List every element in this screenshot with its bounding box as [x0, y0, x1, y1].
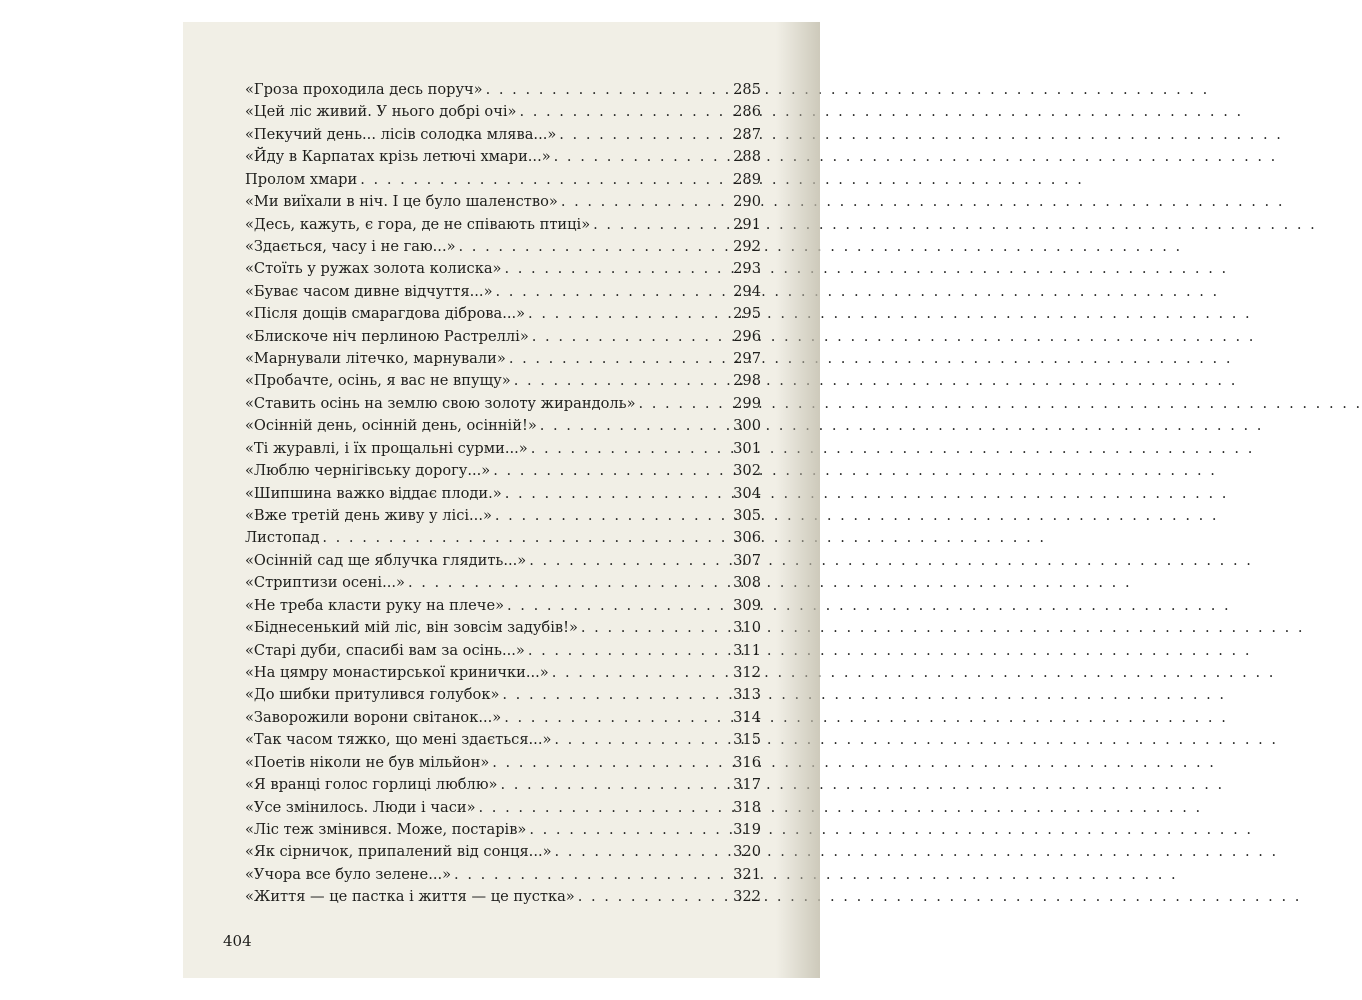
toc-entry-title: «Поетів ніколи не був мільйон»	[245, 753, 490, 771]
toc-entry-page: 317	[733, 776, 761, 794]
toc-entry-page: 288	[733, 148, 761, 166]
toc-entry-title: «Після дощів смарагдова діброва...»	[245, 305, 526, 323]
toc-entry-title: «Як сірничок, припалений від сонця...»	[245, 843, 552, 861]
toc-entry	[245, 440, 761, 462]
dot-leader	[509, 350, 730, 367]
toc-entry-page: 309	[733, 596, 761, 614]
toc-entry-title: «Буває часом дивне відчуття...»	[245, 282, 493, 300]
toc-entry-page: 312	[733, 663, 761, 681]
dot-leader	[532, 328, 730, 345]
dot-leader	[529, 821, 730, 838]
toc-entry	[245, 126, 761, 148]
toc-entry-title: «Ми виїхали в ніч. І це було шаленство»	[245, 193, 558, 211]
toc-entry-page: 316	[733, 753, 761, 771]
dot-leader	[492, 754, 730, 771]
toc-entry	[245, 709, 761, 731]
toc-entry-page: 300	[733, 417, 761, 435]
dot-leader	[554, 148, 730, 165]
toc-entry-title: «Люблю чернігівську дорогу...»	[245, 462, 491, 480]
toc-entry-title: «Так часом тяжко, що мені здається...»	[245, 731, 552, 749]
toc-entry-page: 307	[733, 551, 761, 569]
toc-entry-title: «Старі дуби, спасибі вам за осінь...»	[245, 641, 525, 659]
toc-entry-title: «Йду в Карпатах крізь летючі хмари...»	[245, 148, 551, 166]
toc-entry-page: 315	[733, 731, 761, 749]
dot-leader	[540, 417, 730, 434]
toc-entry	[245, 552, 761, 574]
toc-entry-title: «Ставить осінь на землю свою золоту жирандоль»	[245, 394, 636, 412]
toc-entry-page: 294	[733, 282, 761, 300]
dot-leader	[581, 619, 730, 636]
toc-entry-title: «Заворожили ворони світанок...»	[245, 708, 502, 726]
toc-entry-title: «Не треба класти руку на плече»	[245, 596, 505, 614]
toc-entry-title: «Учора все було зелене...»	[245, 865, 452, 883]
toc-entry-page: 302	[733, 462, 761, 480]
toc-entry-page: 298	[733, 372, 761, 390]
toc-entry	[245, 350, 761, 372]
dot-leader	[639, 395, 731, 412]
dot-leader	[500, 776, 730, 793]
dot-leader	[559, 126, 730, 143]
toc-entry	[245, 372, 761, 394]
dot-leader	[493, 462, 730, 479]
toc-entry-title: «Осінній сад ще яблучка глядить...»	[245, 551, 527, 569]
toc-entry-title: «До шибки притулився голубок»	[245, 686, 500, 704]
toc-entry	[245, 866, 761, 888]
toc-entry	[245, 305, 761, 327]
dot-leader	[454, 866, 730, 883]
toc-entry	[245, 216, 761, 238]
toc-entry	[245, 821, 761, 843]
dot-leader	[593, 216, 730, 233]
toc-entry	[245, 260, 761, 282]
dot-leader	[554, 731, 730, 748]
toc-entry	[245, 417, 761, 439]
toc-entry	[245, 462, 761, 484]
toc-entry	[245, 642, 761, 664]
dot-leader	[552, 664, 730, 681]
toc-entry	[245, 193, 761, 215]
toc-entry-page: 306	[733, 529, 761, 547]
toc-entry-page: 291	[733, 215, 761, 233]
dot-leader	[486, 81, 731, 98]
toc-entry-title: Листопад	[245, 529, 320, 547]
toc-entry-title: «На цямру монастирської кринички...»	[245, 663, 549, 681]
toc-entry	[245, 776, 761, 798]
toc-entry-page: 313	[733, 686, 761, 704]
toc-entry-page: 322	[733, 888, 761, 906]
dot-leader	[495, 507, 730, 524]
toc-entry-page: 287	[733, 125, 761, 143]
toc-entry	[245, 529, 761, 551]
toc-entry-page: 299	[733, 394, 761, 412]
dot-leader	[531, 440, 730, 457]
toc-entry-page: 308	[733, 574, 761, 592]
table-of-contents	[245, 81, 761, 911]
toc-entry-page: 296	[733, 327, 761, 345]
toc-entry-title: «Блискоче ніч перлиною Растреллі»	[245, 327, 529, 345]
toc-entry-title: «Життя — це пастка і життя — це пустка»	[245, 888, 575, 906]
toc-entry-page: 319	[733, 820, 761, 838]
toc-entry-title: «Марнували літечко, марнували»	[245, 350, 506, 368]
dot-leader	[578, 888, 730, 905]
toc-entry	[245, 283, 761, 305]
toc-entry-page: 289	[733, 170, 761, 188]
toc-entry-title: «Осінній день, осінній день, осінній!»	[245, 417, 537, 435]
toc-entry-page: 304	[733, 484, 761, 502]
dot-leader	[519, 103, 730, 120]
dot-leader	[504, 709, 730, 726]
toc-entry-title: «Стриптизи осені...»	[245, 574, 405, 592]
toc-entry-title: «Пробачте, осінь, я вас не впущу»	[245, 372, 511, 390]
toc-entry	[245, 664, 761, 686]
dot-leader	[561, 193, 730, 210]
dot-leader	[459, 238, 731, 255]
toc-entry-title: «Пекучий день... лісів солодка млява...»	[245, 125, 557, 143]
toc-entry-page: 311	[733, 641, 761, 659]
dot-leader	[555, 843, 731, 860]
toc-entry	[245, 485, 761, 507]
toc-entry	[245, 731, 761, 753]
toc-entry-title: «Стоїть у ружах золота колиска»	[245, 260, 502, 278]
toc-entry	[245, 148, 761, 170]
toc-entry-title: «Здається, часу і не гаю...»	[245, 237, 456, 255]
toc-entry	[245, 328, 761, 350]
dot-leader	[528, 642, 730, 659]
toc-entry-page: 320	[733, 843, 761, 861]
dot-leader	[529, 552, 730, 569]
toc-entry-page: 286	[733, 103, 761, 121]
dot-leader	[505, 485, 730, 502]
dot-leader	[322, 529, 730, 546]
dot-leader	[502, 686, 730, 703]
dot-leader	[408, 574, 730, 591]
toc-entry	[245, 888, 761, 910]
toc-entry-title: «Біднесенький мій ліс, він зовсім задубів!»	[245, 619, 578, 637]
toc-entry-page: 285	[733, 81, 761, 98]
toc-entry	[245, 574, 761, 596]
toc-entry	[245, 597, 761, 619]
toc-entry	[245, 171, 761, 193]
toc-entry-page: 295	[733, 305, 761, 323]
toc-entry-page: 321	[733, 865, 761, 883]
toc-entry-page: 301	[733, 439, 761, 457]
toc-entry-page: 293	[733, 260, 761, 278]
toc-entry	[245, 686, 761, 708]
toc-entry	[245, 103, 761, 125]
toc-entry-page: 297	[733, 350, 761, 368]
toc-entry-page: 305	[733, 507, 761, 525]
toc-entry-title: «Цей ліс живий. У нього добрі очі»	[245, 103, 517, 121]
toc-entry-page: 318	[733, 798, 761, 816]
page-number: 404	[223, 932, 252, 950]
toc-entry	[245, 238, 761, 260]
toc-entry-title: «Шипшина важко віддає плоди.»	[245, 484, 502, 502]
toc-entry-title: «Десь, кажуть, є гора, де не співають птиці»	[245, 215, 591, 233]
toc-entry	[245, 799, 761, 821]
toc-entry-page: 290	[733, 193, 761, 211]
toc-entry-title: «Ліс теж змінився. Може, постарів»	[245, 820, 527, 838]
dot-leader	[496, 283, 731, 300]
toc-entry-title: «Вже третій день живу у лісі...»	[245, 507, 492, 525]
toc-entry-title: «Гроза проходила десь поруч»	[245, 81, 483, 98]
toc-entry-title: «Я вранці голос горлиці люблю»	[245, 776, 498, 794]
toc-entry-title: Пролом хмари	[245, 170, 358, 188]
toc-entry-page: 310	[733, 619, 761, 637]
toc-entry-page: 292	[733, 237, 761, 255]
toc-entry-title: «Ті журавлі, і їх прощальні сурми...»	[245, 439, 528, 457]
toc-entry	[245, 81, 761, 103]
book-page	[183, 22, 820, 978]
toc-entry-page: 314	[733, 708, 761, 726]
dot-leader	[528, 305, 730, 322]
toc-entry	[245, 619, 761, 641]
dot-leader	[514, 372, 730, 389]
toc-entry	[245, 843, 761, 865]
toc-entry	[245, 507, 761, 529]
dot-leader	[360, 171, 730, 188]
toc-entry-title: «Усе змінилось. Люди і часи»	[245, 798, 476, 816]
toc-entry	[245, 754, 761, 776]
dot-leader	[479, 799, 731, 816]
dot-leader	[504, 260, 730, 277]
toc-entry	[245, 395, 761, 417]
dot-leader	[507, 597, 730, 614]
